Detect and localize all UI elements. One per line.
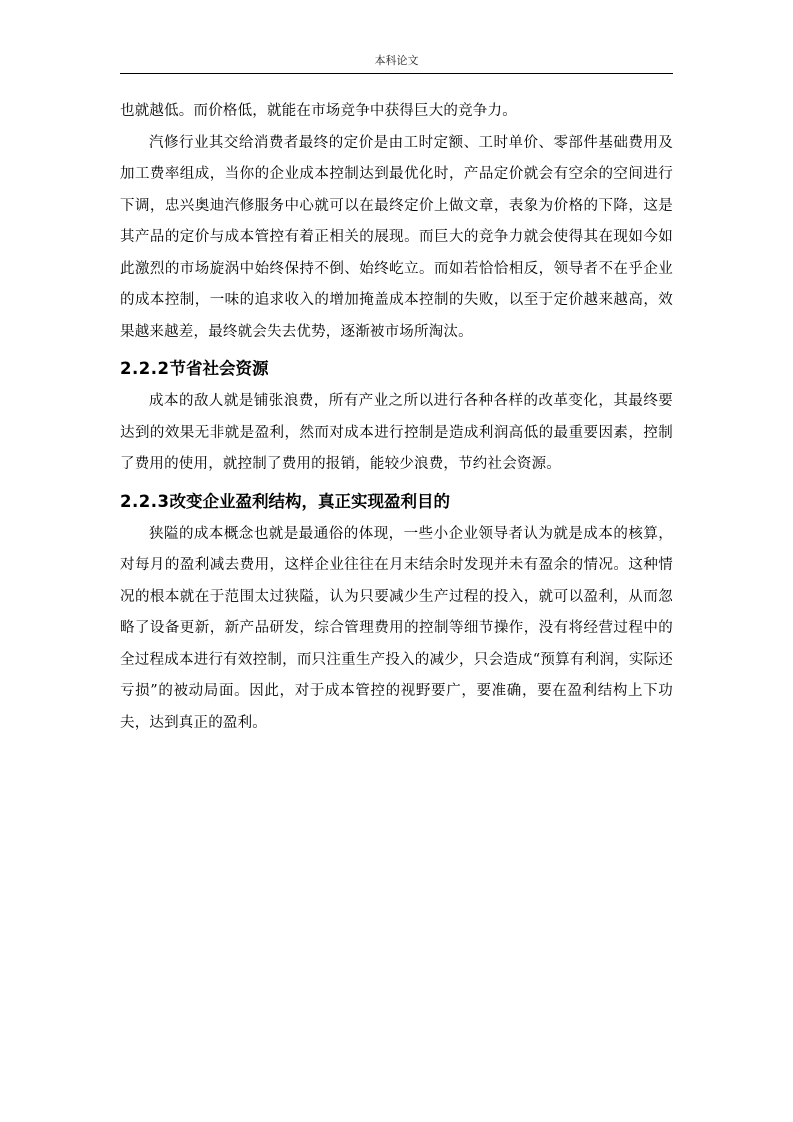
- paragraph-pricing: 汽修行业其交给消费者最终的定价是由工时定额、工时单价、零部件基础费用及加工费率组成，当你的企业成本控制达到最优化时，产品定价就会有空余的空间进行下调，忠兴奥迪汽修服务中心就可以在最终定价上做文章，表象为价格的下降，这是其产品的定价与成本管控有着正相关的展现。而巨大的竞争力就会使得其在现如今如此激烈的市场旋涡中始终保持不倒、始终屹立。而如若恰恰相反，领导者不在乎企业的成本控制，一味的追求收入的增加掩盖成本控制的失败，以至于定价越来越高，效果越来越差，最终就会失去优势，逐渐被市场所淘汰。: [120, 134, 673, 340]
- section-title: 节省社会资源: [169, 359, 269, 378]
- running-header: 本科论文: [374, 54, 419, 67]
- body-content: [120, 96, 673, 739]
- paragraph-profit-structure: 狭隘的成本概念也就是最通俗的体现，一些小企业领导者认为就是成本的核算，对每月的盈利减去费用，这样企业往往在月末结余时发现并未有盈余的情况。这种情况的根本就在于范围太过狭隘，认为只要减少生产过程的投入，就可以盈利，从而忽略了设备更新，新产品研发，综合管理费用的控制等细节操作，没有将经营过程中的全过程成本进行有效控制，而只注重生产投入的减少，只会造成“预算有利润，实际还亏损”的被动局面。因此，对于成本管控的视野要广，要准确，要在盈利结构上下功夫，达到真正的盈利。: [120, 525, 673, 731]
- section-number: 2.2.3: [120, 491, 170, 511]
- header-rule: [120, 73, 673, 74]
- paragraph-save-resources: 成本的敌人就是铺张浪费，所有产业之所以进行各种各样的改革变化，其最终要达到的效果无非就是盈利，然而对成本进行控制是造成利润高低的最重要因素，控制了费用的使用，就控制了费用的报销，能较少浪费，节约社会资源。: [120, 393, 673, 472]
- section-title: 改变企业盈利结构，真正实现盈利目的: [169, 491, 450, 511]
- paragraph-continuation: 也就越低。而价格低，就能在市场竞争中获得巨大的竞争力。: [120, 103, 517, 119]
- section-heading-2-2-3: [120, 481, 673, 519]
- section-number: 2.2.2: [120, 359, 170, 378]
- section-heading-2-2-2: [120, 348, 673, 386]
